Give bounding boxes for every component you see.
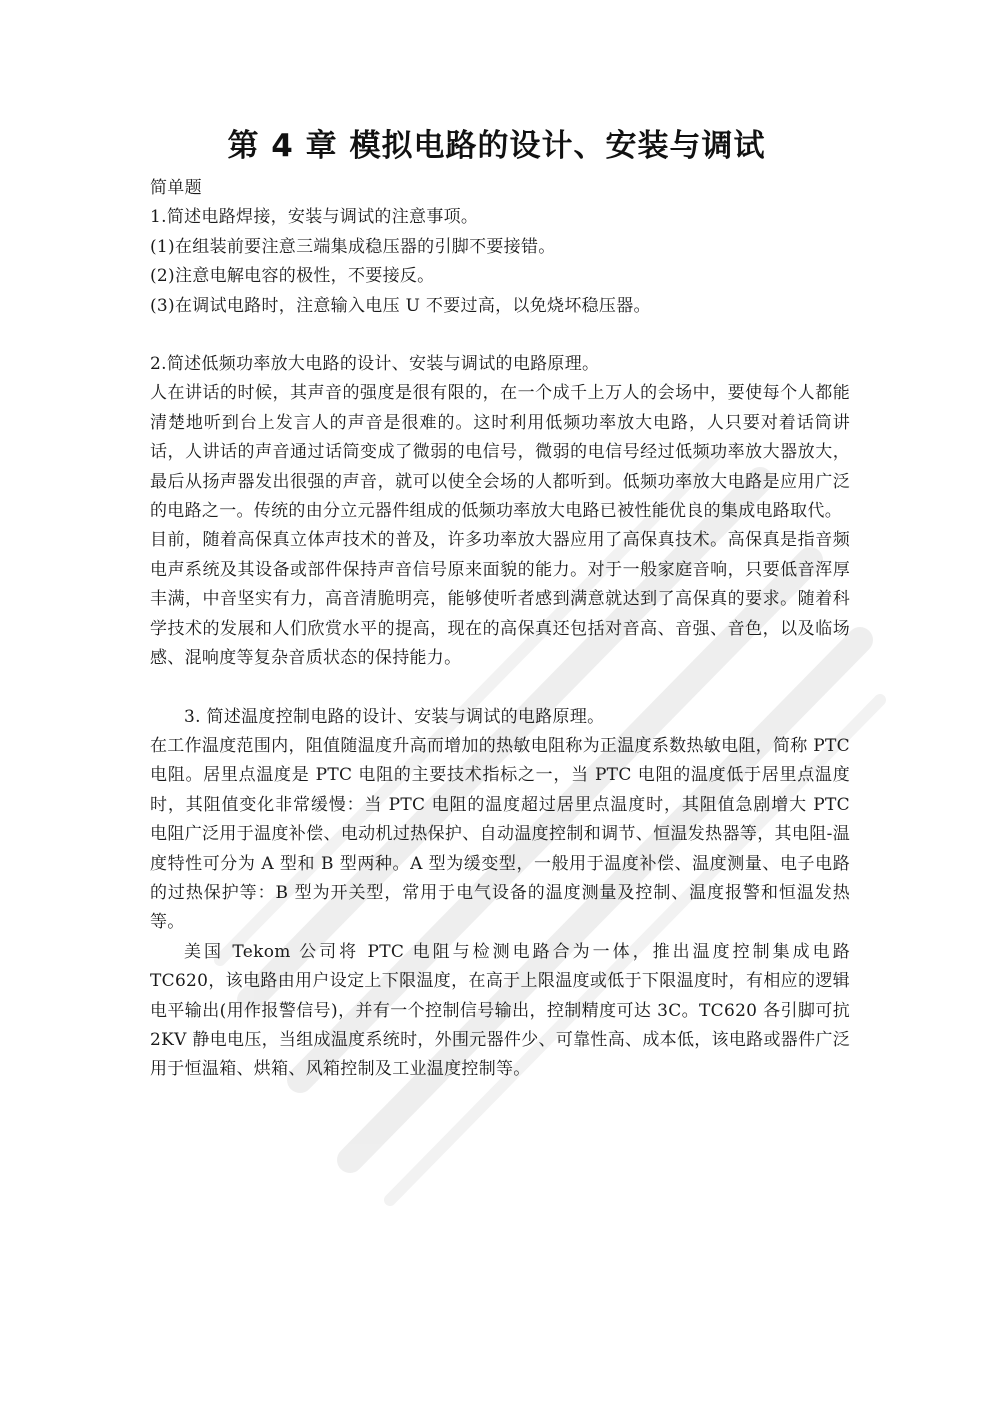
question-1-item: (2)注意电解电容的极性，不要接反。 [150,266,435,287]
spacer [150,321,850,350]
question-2: 2.简述低频功率放大电路的设计、安装与调试的电路原理。 [150,354,600,375]
section-label: 简单题 [150,178,202,198]
question-2-paragraph: 人在讲话的时候，其声音的强度是很有限的，在一个成千上万人的会场中，要使每个人都能清楚地听到台上发言人的声音是很难的。这时利用低频功率放大电路，人只要对着话筒讲话，人讲话的声音通过话筒变成了微弱的电信号，微弱的电信号经过低频功率放大器放大，最后从扬声器发出很强的声音，就可以使全会场的人都听到。低频功率放大电路是应用广泛的电路之一。传统的由分立元器件组成的低频功率放大电路已被性能优良的集成电路取代。 [150,383,850,522]
question-3-paragraph: 美国 Tekom 公司将 PTC 电阻与检测电路合为一体，推出温度控制集成电路 TC620，该电路由用户设定上下限温度，在高于上限温度或低于下限温度时，有相应的逻辑电平输出(用作报警信号)，并有一个控制信号输出，控制精度可达 3C。TC620 各引脚可抗 2KV 静电电压，当组成温度系统时，外围元器件少、可靠性高、成本低，该电路或器件广泛用于恒温箱、烘箱、风箱控制及工业温度控制等。 [150,941,850,1080]
question-3-paragraph: 在工作温度范围内，阻值随温度升高而增加的热敏电阻称为正温度系数热敏电阻，简称 PTC 电阻。居里点温度是 PTC 电阻的主要技术指标之一，当 PTC 电阻的温度低于居里点温度时，其阻值变化非常缓慢：当 PTC 电阻的温度超过居里点温度时，其阻值急剧增大 PTC 电阻广泛用于温度补偿、电动机过热保护、自动温度控制和调节、恒温发热器等，其电阻-温度特性可分为 A 型和 B 型两种。A 型为缓变型，一般用于温度补偿、温度测量、电子电路的过热保护等：B 型为开关型，常用于电气设备的温度测量及控制、温度报警和恒温发热等。 [150,735,850,933]
question-1-item: (1)在组装前要注意三端集成稳压器的引脚不要接错。 [150,236,556,257]
spacer [150,674,850,703]
chapter-title: 第 4 章 模拟电路的设计、安装与调试 [227,128,766,164]
question-1: 1.简述电路焊接，安装与调试的注意事项。 [150,207,479,228]
question-1-item: (3)在调试电路时，注意输入电压 U 不要过高，以免烧坏稳压器。 [150,295,651,316]
question-2-paragraph: 目前，随着高保真立体声技术的普及，许多功率放大器应用了高保真技术。高保真是指音频电声系统及其设备或部件保持声音信号原来面貌的能力。对于一般家庭音响，只要低音浑厚丰满，中音坚实有力，高音清脆明亮，能够使听者感到满意就达到了高保真的要求。随着科学技术的发展和人们欣赏水平的提高，现在的高保真还包括对音高、音强、音色，以及临场感、混响度等复杂音质状态的保持能力。 [150,530,850,669]
question-3: 3. 简述温度控制电路的设计、安装与调试的电路原理。 [184,706,605,727]
document-body [150,174,850,1085]
